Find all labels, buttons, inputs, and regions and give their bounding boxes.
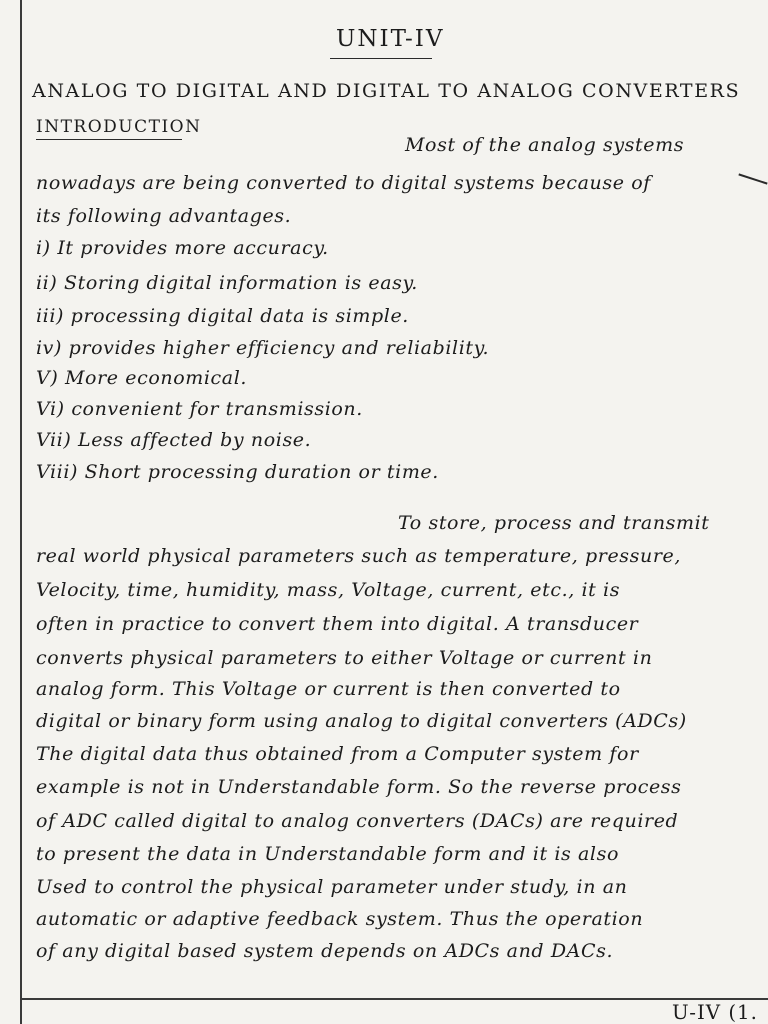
text-line: nowadays are being converted to digital systems because of (36, 172, 651, 194)
text-line: Most of the analog systems (405, 134, 685, 156)
introduction-title: INTRODUCTION (36, 117, 202, 137)
text-line: To store, process and transmit (398, 512, 710, 534)
list-item: Viii) Short processing duration or time. (36, 461, 439, 483)
page-footer-label: U-IV (1. (672, 1000, 758, 1024)
text-line: automatic or adaptive feedback system. Thus the operation (36, 908, 644, 930)
page-edge-mark (738, 173, 767, 184)
list-item: i) It provides more accuracy. (36, 237, 329, 259)
chapter-heading: ANALOG TO DIGITAL AND DIGITAL TO ANALOG CONVERTERS (32, 80, 741, 102)
list-item: Vi) convenient for transmission. (36, 398, 363, 420)
text-line: to present the data in Understandable form and it is also (36, 843, 620, 865)
text-line: real world physical parameters such as temperature, pressure, (36, 545, 681, 567)
text-line: converts physical parameters to either Voltage or current in (36, 647, 653, 669)
text-line: The digital data thus obtained from a Computer system for (36, 743, 639, 765)
text-line: its following advantages. (36, 205, 292, 227)
text-line: Velocity, time, humidity, mass, Voltage, current, etc., it is (36, 579, 621, 601)
list-item: iv) provides higher efficiency and reliability. (36, 337, 490, 359)
text-line: often in practice to convert them into digital. A transducer (36, 613, 639, 635)
unit-title-underline (330, 58, 432, 59)
bottom-rule-line (20, 998, 768, 1000)
text-line: of ADC called digital to analog converters (DACs) are required (36, 810, 679, 832)
text-line: digital or binary form using analog to digital converters (ADCs) (36, 710, 687, 732)
text-line: example is not in Understandable form. So the reverse process (36, 776, 682, 798)
list-item: Vii) Less affected by noise. (36, 429, 312, 451)
text-line: analog form. This Voltage or current is then converted to (36, 678, 621, 700)
introduction-underline (36, 139, 182, 140)
unit-title: UNIT-IV (336, 26, 445, 52)
list-item: ii) Storing digital information is easy. (36, 272, 418, 294)
list-item: V) More economical. (36, 367, 248, 389)
text-line: of any digital based system depends on ADCs and DACs. (36, 940, 614, 962)
left-margin-line (20, 0, 22, 1024)
list-item: iii) processing digital data is simple. (36, 305, 409, 327)
text-line: Used to control the physical parameter under study, in an (36, 876, 628, 898)
